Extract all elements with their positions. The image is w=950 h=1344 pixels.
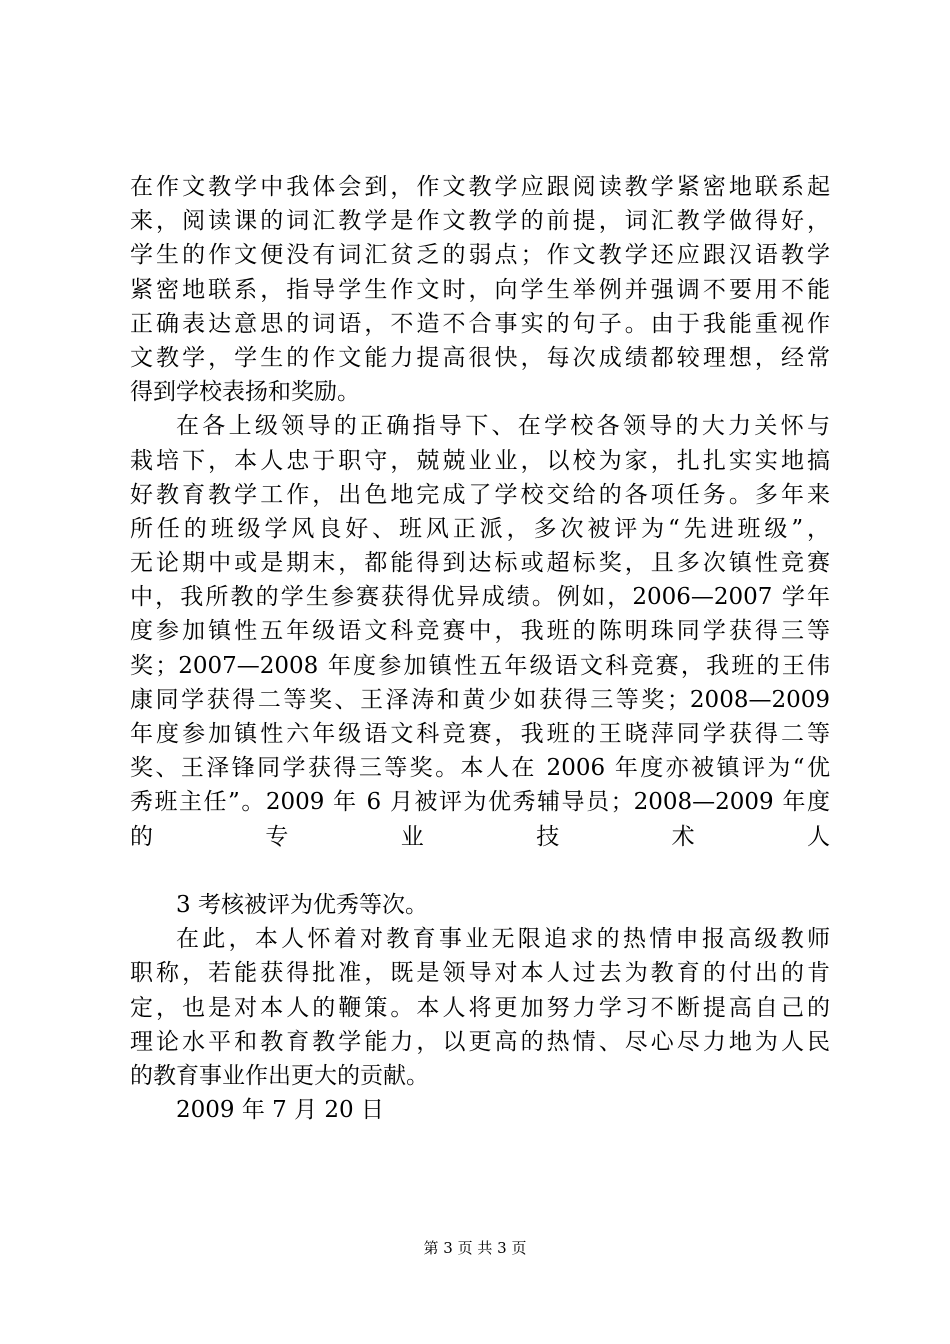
text-line: 奖；2007—2008 年度参加镇性五年级语文科竞赛，我班的王伟 xyxy=(130,652,830,679)
text-line: 学生的作文便没有词汇贫乏的弱点；作文教学还应跟汉语教学 xyxy=(130,242,830,269)
text-line: 栽培下，本人忠于职守，兢兢业业，以校为家，扎扎实实地搞 xyxy=(130,447,830,474)
page-footer xyxy=(0,1237,950,1258)
paragraph xyxy=(130,170,830,409)
text-line: 紧密地联系，指导学生作文时，向学生举例并强调不要用不能 xyxy=(130,276,830,303)
date-line: 2009 年 7 月 20 日 xyxy=(176,1097,384,1124)
text-line: 3 考核被评为优秀等次。 xyxy=(176,891,428,918)
date-paragraph xyxy=(130,1093,830,1127)
text-line: 在各上级领导的正确指导下、在学校各领导的大力关怀与 xyxy=(176,413,830,440)
text-line: 好教育教学工作，出色地完成了学校交给的各项任务。多年来 xyxy=(130,481,830,508)
text-line: 的专业技术人 xyxy=(130,823,830,850)
text-line: 得到学校表扬和奖励。 xyxy=(130,379,360,406)
text-line: 无论期中或是期末，都能得到达标或超标奖，且多次镇性竞赛 xyxy=(130,550,830,577)
text-line: 秀班主任”。2009 年 6 月被评为优秀辅导员；2008—2009 年度 xyxy=(130,789,830,816)
text-line: 在此，本人怀着对教育事业无限追求的热情申报高级教师 xyxy=(176,926,830,953)
document-body xyxy=(130,170,830,1127)
text-line: 所任的班级学风良好、班风正派，多次被评为“先进班级”， xyxy=(130,515,830,542)
text-line: 中，我所教的学生参赛获得优异成绩。例如，2006—2007 学年 xyxy=(130,584,830,611)
text-line: 在作文教学中我体会到，作文教学应跟阅读教学紧密地联系起 xyxy=(130,174,830,200)
paragraph xyxy=(130,888,830,922)
paragraph xyxy=(130,409,830,888)
text-line: 正确表达意思的词语，不造不合事实的句子。由于我能重视作 xyxy=(130,310,830,337)
text-line: 奖、王泽锋同学获得三等奖。本人在 2006 年度亦被镇评为“优 xyxy=(130,755,830,782)
text-line: 的教育事业作出更大的贡献。 xyxy=(130,1062,429,1089)
text-line: 理论水平和教育教学能力，以更高的热情、尽心尽力地为人民 xyxy=(130,1028,830,1055)
paragraph xyxy=(130,922,830,1093)
text-line xyxy=(130,854,830,888)
text-line: 职称，若能获得批准，既是领导对本人过去为教育的付出的肯 xyxy=(130,960,830,987)
text-line: 年度参加镇性六年级语文科竞赛，我班的王晓萍同学获得二等 xyxy=(130,721,830,747)
text-line: 文教学，学生的作文能力提高很快，每次成绩都较理想，经常 xyxy=(130,344,830,371)
text-line: 康同学获得二等奖、王泽涛和黄少如获得三等奖；2008—2009 xyxy=(130,686,830,713)
text-line: 来，阅读课的词汇教学是作文教学的前提，词汇教学做得好， xyxy=(130,208,830,235)
text-line: 度参加镇性五年级语文科竞赛中，我班的陈明珠同学获得三等 xyxy=(130,618,830,645)
page-number: 第 3 页 共 3 页 xyxy=(423,1239,527,1257)
text-line: 定，也是对本人的鞭策。本人将更加努力学习不断提高自己的 xyxy=(130,994,830,1021)
